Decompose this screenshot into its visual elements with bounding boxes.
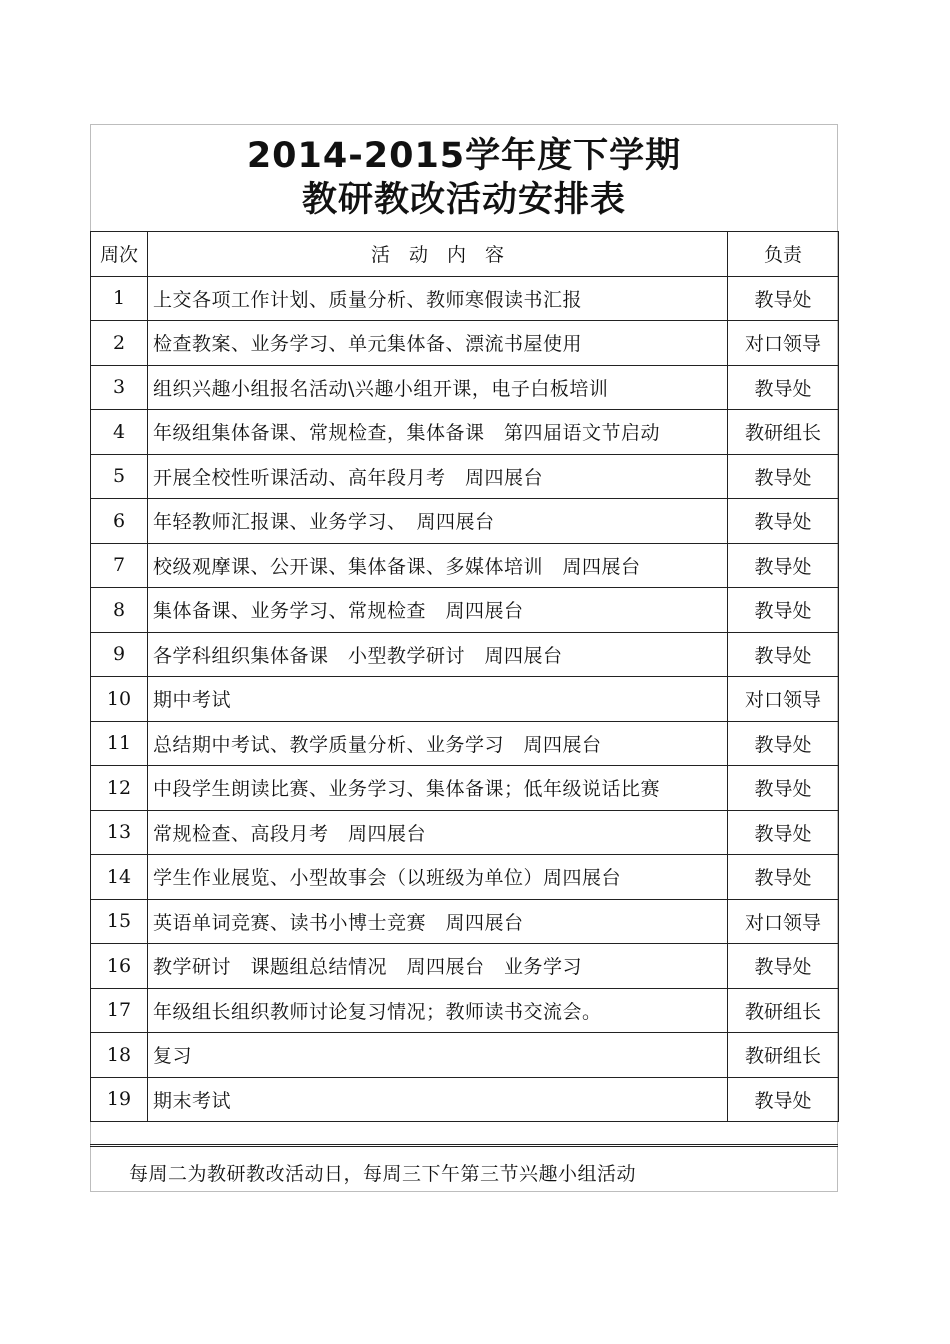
responsible-cell: 教导处 (728, 499, 839, 544)
responsible-cell: 教研组长 (728, 988, 839, 1033)
content-cell: 集体备课、业务学习、常规检查 周四展台 (148, 588, 728, 633)
responsible-cell: 对口领导 (728, 321, 839, 366)
responsible-cell: 教导处 (728, 454, 839, 499)
table-row (91, 721, 839, 766)
responsible-cell: 教导处 (728, 276, 839, 321)
table-row (91, 543, 839, 588)
schedule-sheet (90, 124, 838, 1192)
title-line-1: 2014-2015学年度下学期 (246, 136, 682, 176)
table-row (91, 1033, 839, 1078)
content-cell: 上交各项工作计划、质量分析、教师寒假读书汇报 (148, 276, 728, 321)
responsible-cell: 教导处 (728, 543, 839, 588)
content-cell: 常规检查、高段月考 周四展台 (148, 810, 728, 855)
responsible-cell: 教导处 (728, 855, 839, 900)
table-row (91, 276, 839, 321)
content-cell: 年级组长组织教师讨论复习情况；教师读书交流会。 (148, 988, 728, 1033)
week-cell: 14 (91, 855, 148, 900)
content-cell: 学生作业展览、小型故事会（以班级为单位）周四展台 (148, 855, 728, 900)
table-row (91, 1077, 839, 1122)
table-row (91, 810, 839, 855)
table-row (91, 632, 839, 677)
table-row (91, 410, 839, 455)
week-cell: 16 (91, 944, 148, 989)
week-cell: 11 (91, 721, 148, 766)
responsible-cell: 教研组长 (728, 1033, 839, 1078)
table-row (91, 499, 839, 544)
table-bottom-double-rule (90, 1144, 838, 1147)
header-content: 活 动 内 容 (148, 232, 728, 277)
table-row (91, 944, 839, 989)
content-cell: 中段学生朗读比赛、业务学习、集体备课；低年级说话比赛 (148, 766, 728, 811)
week-cell: 12 (91, 766, 148, 811)
week-cell: 6 (91, 499, 148, 544)
table-row (91, 321, 839, 366)
week-cell: 1 (91, 276, 148, 321)
responsible-cell: 教导处 (728, 766, 839, 811)
week-cell: 13 (91, 810, 148, 855)
week-cell: 10 (91, 677, 148, 722)
footer-note: 每周二为教研教改活动日，每周三下午第三节兴趣小组活动 (129, 1163, 637, 1185)
content-cell: 期末考试 (148, 1077, 728, 1122)
table-row (91, 899, 839, 944)
week-cell: 3 (91, 365, 148, 410)
content-cell: 年级组集体备课、常规检查，集体备课 第四届语文节启动 (148, 410, 728, 455)
week-cell: 15 (91, 899, 148, 944)
content-cell: 检查教案、业务学习、单元集体备、漂流书屋使用 (148, 321, 728, 366)
week-cell: 2 (91, 321, 148, 366)
week-cell: 17 (91, 988, 148, 1033)
content-cell: 开展全校性听课活动、高年段月考 周四展台 (148, 454, 728, 499)
content-cell: 年轻教师汇报课、业务学习、 周四展台 (148, 499, 728, 544)
responsible-cell: 教导处 (728, 810, 839, 855)
responsible-cell: 教导处 (728, 721, 839, 766)
header-responsible: 负责 (728, 232, 839, 277)
responsible-cell: 教导处 (728, 1077, 839, 1122)
responsible-cell: 对口领导 (728, 899, 839, 944)
table-row (91, 454, 839, 499)
responsible-cell: 教导处 (728, 944, 839, 989)
table-row (91, 588, 839, 633)
table-body (91, 276, 839, 1122)
responsible-cell: 教导处 (728, 365, 839, 410)
content-cell: 教学研讨 课题组总结情况 周四展台 业务学习 (148, 944, 728, 989)
table-header-row (91, 232, 839, 277)
content-cell: 校级观摩课、公开课、集体备课、多媒体培训 周四展台 (148, 543, 728, 588)
table-row (91, 365, 839, 410)
title-block (91, 125, 837, 231)
content-cell: 复习 (148, 1033, 728, 1078)
responsible-cell: 教导处 (728, 588, 839, 633)
content-cell: 组织兴趣小组报名活动\兴趣小组开课，电子白板培训 (148, 365, 728, 410)
content-cell: 英语单词竞赛、读书小博士竞赛 周四展台 (148, 899, 728, 944)
week-cell: 4 (91, 410, 148, 455)
week-cell: 18 (91, 1033, 148, 1078)
content-cell: 期中考试 (148, 677, 728, 722)
content-cell: 各学科组织集体备课 小型教学研讨 周四展台 (148, 632, 728, 677)
table-row (91, 988, 839, 1033)
responsible-cell: 教研组长 (728, 410, 839, 455)
responsible-cell: 对口领导 (728, 677, 839, 722)
table-row (91, 766, 839, 811)
week-cell: 19 (91, 1077, 148, 1122)
title-line-2: 教研教改活动安排表 (301, 180, 626, 220)
responsible-cell: 教导处 (728, 632, 839, 677)
week-cell: 5 (91, 454, 148, 499)
table-row (91, 855, 839, 900)
header-week: 周次 (91, 232, 148, 277)
content-cell: 总结期中考试、教学质量分析、业务学习 周四展台 (148, 721, 728, 766)
table-row (91, 677, 839, 722)
week-cell: 9 (91, 632, 148, 677)
week-cell: 7 (91, 543, 148, 588)
week-cell: 8 (91, 588, 148, 633)
schedule-table (90, 231, 839, 1122)
